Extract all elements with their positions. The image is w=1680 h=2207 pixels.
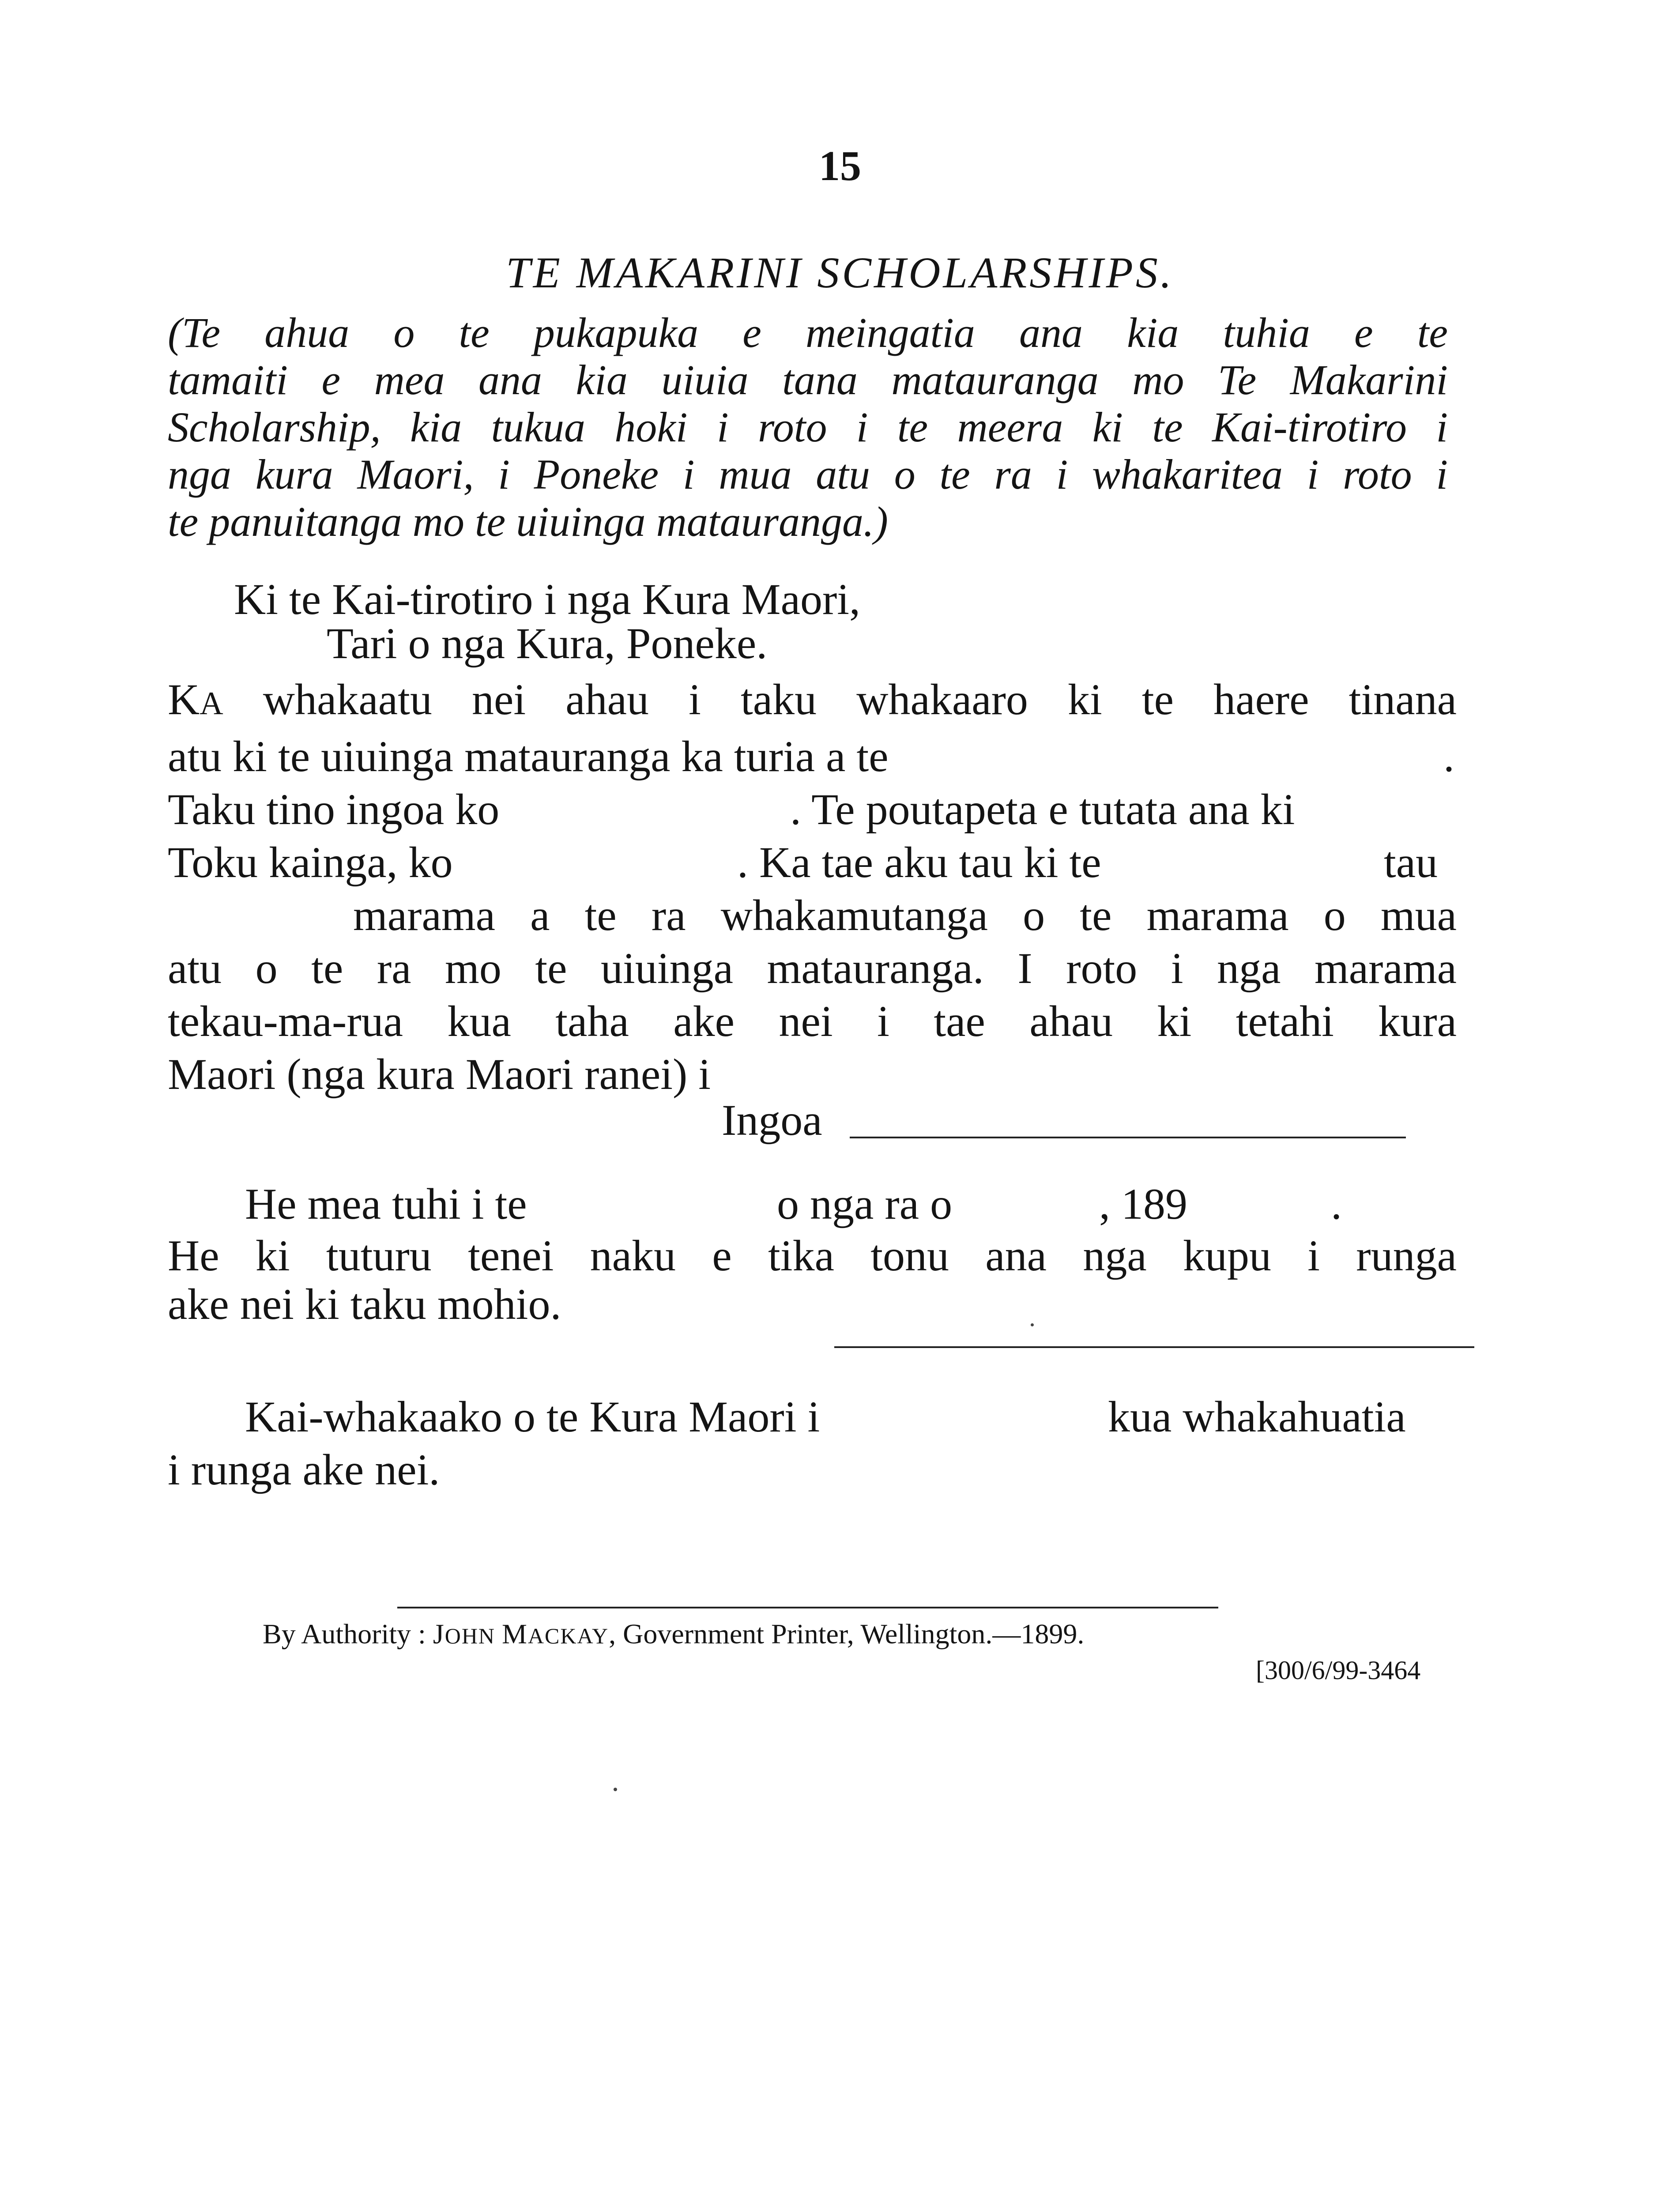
dated-line: He mea tuhi i te o nga ra o , 189 . [245,1179,1342,1228]
paper-speck [614,1788,617,1791]
application-body [168,673,1457,1101]
document-title: TE MAKARINI SCHOLARSHIPS. [506,248,1174,297]
intro-instructions [168,309,1448,545]
body-line: atu o te ra mo te uiuinga matauranga. I roto i nga marama [168,944,1457,993]
address-line-2: Tari o nga Kura, Poneke. [327,619,768,668]
page-number: 15 [819,142,861,189]
body-line: Maori (nga kura Maori ranei) i [168,1050,711,1099]
body-initial-ka: KA [168,675,223,724]
body-line: atu ki te uiuinga matauranga ka turia a te . [168,732,1454,781]
teacher-line: Kai-whakaako o te Kura Maori i kua whakahuatia [245,1392,1406,1441]
intro-line: nga kura Maori, i Poneke i mua atu o te ra i whakaritea i roto i [168,451,1448,498]
body-line: Taku tino ingoa ko . Te poutapeta e tutata ana ki [168,785,1295,834]
paper-speck [1031,1323,1034,1326]
print-code: [300/6/99-3464 [1256,1656,1421,1685]
teacher-line: i runga ake nei. [168,1445,440,1494]
signature-line [850,1137,1406,1138]
teacher-signature-line [834,1346,1474,1348]
intro-line: (Te ahua o te pukapuka e meingatia ana kia tuhia e te [168,309,1448,356]
body-line: tekau-ma-rua kua taha ake nei i tae ahau ki tetahi kura [168,997,1457,1046]
intro-line: te panuitanga mo te uiuinga matauranga.) [168,498,888,545]
address-line-1: Ki te Kai-tirotiro i nga Kura Maori, [234,575,861,624]
body-line: Toku kainga, ko . Ka tae aku tau ki te tau [168,838,1438,887]
footer-rule [397,1607,1218,1608]
body-line: KA whakaatu nei ahau i taku whakaaro ki te haere tinana [168,675,1457,724]
teacher-attestation [168,1390,1457,1496]
declaration [168,1232,1457,1329]
declaration-line: He ki tuturu tenei naku e tika tonu ana nga kupu i runga [168,1231,1457,1280]
intro-line: tamaiti e mea ana kia uiuia tana matauranga mo Te Makarini [168,356,1448,403]
intro-line: Scholarship, kia tukua hoki i roto i te meera ki te Kai-tirotiro i [168,403,1448,451]
signature-label: Ingoa [722,1096,822,1145]
declaration-line: ake nei ki taku mohio. [168,1280,561,1329]
printer-imprint: By Authority : JOHN MACKAY, Government Printer, Wellington.—1899. [263,1618,1085,1650]
body-line: marama a te ra whakamutanga o te marama o mua [353,891,1457,940]
